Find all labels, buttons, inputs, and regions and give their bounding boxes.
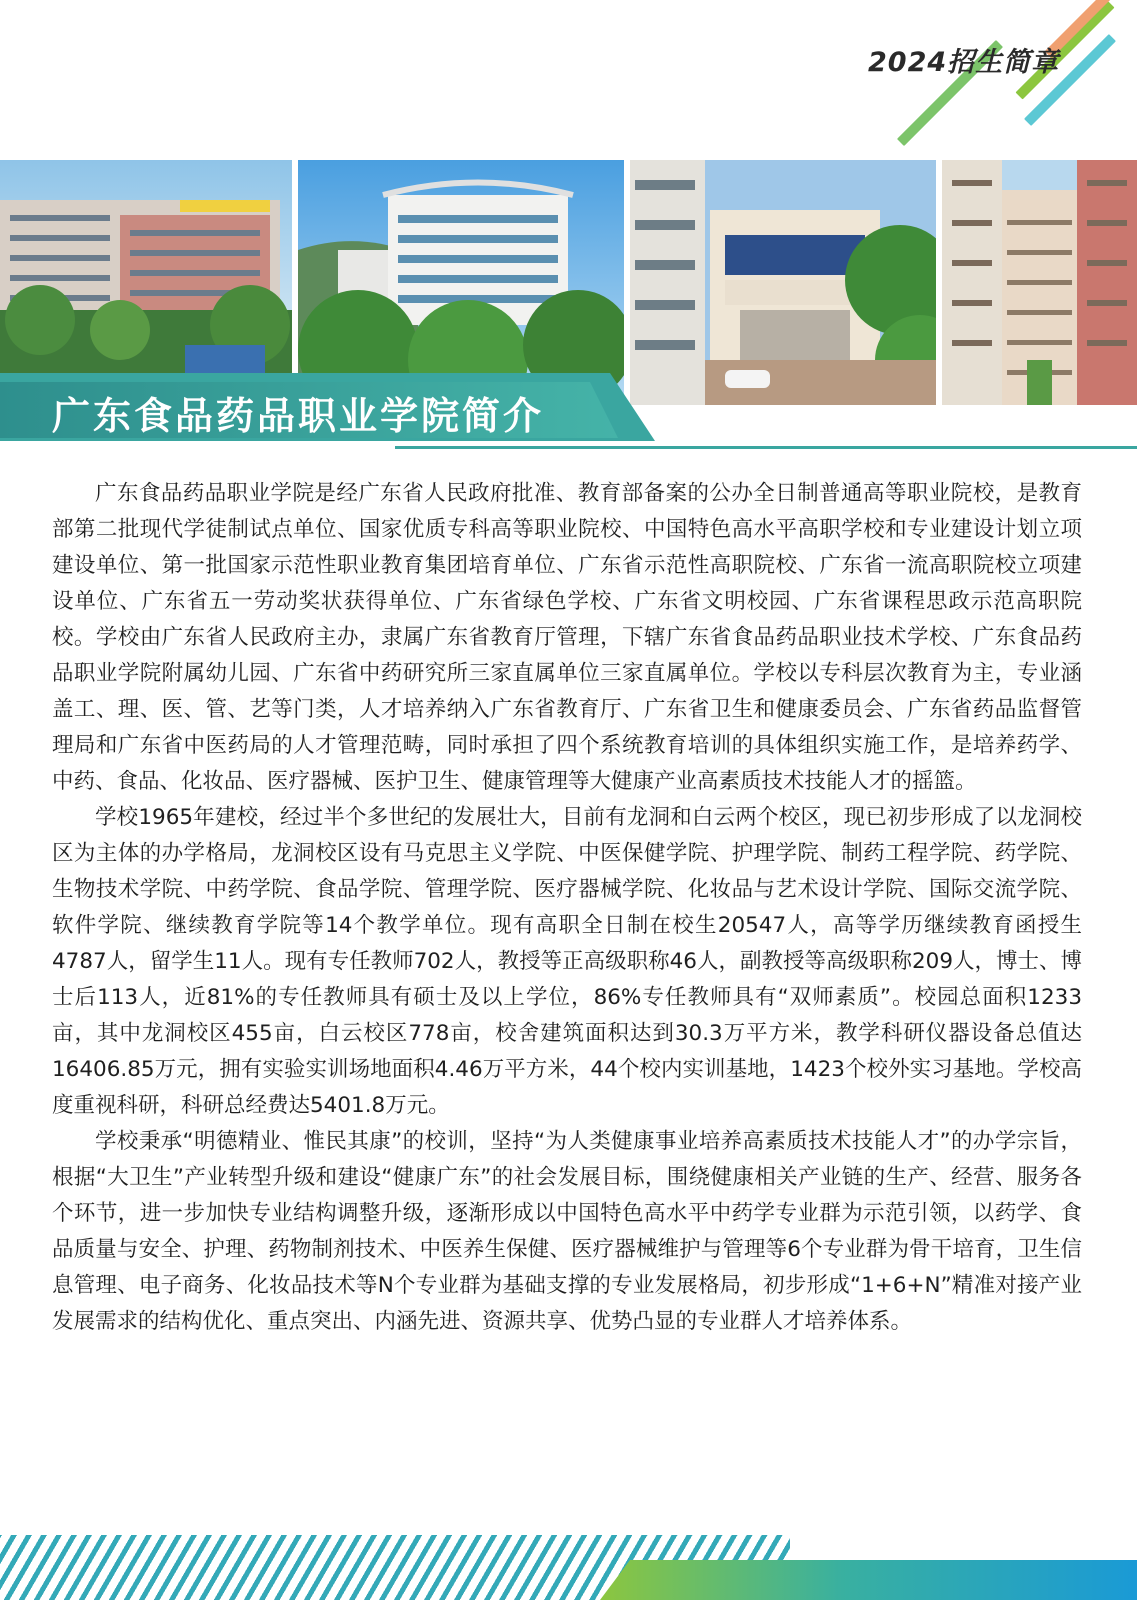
paragraph-2: 学校1965年建校，经过半个多世纪的发展壮大，目前有龙洞和白云两个校区，现已初步形成了以龙洞校区为主体的办学格局，龙洞校区设有马克思主义学院、中医保健学院、护理学院、制药工程学院、药学院、生物技术学院、中药学院、食品学院、管理学院、医疗器械学院、化妆品与艺术设计学院、国际交流学院、软件学院、继续教育学院等14个教学单位。现有高职全日制在校生20547人，高等学历继续教育函授生4787人，留学生11人。现有专任教师702人，教授等正高级职称46人，副教授等高级职称209人，博士、博士后113人，近81%的专任教师具有硕士及以上学位，86%专任教师具有“双师素质”。校园总面积1233亩，其中龙洞校区455亩，白云校区778亩，校舍建筑面积达到30.3万平方米，教学科研仪器设备总值达16406.85万元，拥有实验实训场地面积4.46万平方米，44个校内实训基地，1423个校外实习基地。学校高度重视科研，科研总经费达5401.8万元。 bbox=[52, 805, 1083, 1118]
title-underline bbox=[395, 446, 1137, 449]
campus-photo-1 bbox=[0, 160, 292, 405]
footer-gradient-band bbox=[600, 1560, 1137, 1600]
section-title: 广东食品药品职业学院简介 bbox=[52, 394, 545, 438]
campus-photo-3 bbox=[630, 160, 936, 405]
brochure-title: 2024招生简章 bbox=[868, 47, 1060, 78]
intro-text bbox=[52, 476, 1082, 1340]
campus-photo-4 bbox=[942, 160, 1137, 405]
campus-photo-2 bbox=[298, 160, 624, 405]
paragraph-3: 学校秉承“明德精业、惟民其康”的校训，坚持“为人类健康事业培养高素质技术技能人才”的办学宗旨，根据“大卫生”产业转型升级和建设“健康广东”的社会发展目标，围绕健康相关产业链的生产、经营、服务各个环节，进一步加快专业结构调整升级，逐渐形成以中国特色高水平中药学专业群为示范引领，以药学、食品质量与安全、护理、药物制剂技术、中医养生保健、医疗器械维护与管理等6个专业群为骨干培育，卫生信息管理、电子商务、化妆品技术等N个专业群为基础支撑的专业发展格局，初步形成“1+6+N”精准对接产业发展需求的结构优化、重点突出、内涵先进、资源共享、优势凸显的专业群人才培养体系。 bbox=[52, 1129, 1082, 1334]
paragraph-1: 广东食品药品职业学院是经广东省人民政府批准、教育部备案的公办全日制普通高等职业院校，是教育部第二批现代学徒制试点单位、国家优质专科高等职业院校、中国特色高水平高职学校和专业建设计划立项建设单位、第一批国家示范性职业教育集团培育单位、广东省示范性高职院校、广东省一流高职院校立项建设单位、广东省五一劳动奖状获得单位、广东省绿色学校、广东省文明校园、广东省课程思政示范高职院校。学校由广东省人民政府主办，隶属广东省教育厅管理，下辖广东省食品药品职业技术学校、广东食品药品职业学院附属幼儿园、广东省中药研究所三家直属单位三家直属单位。学校以专科层次教育为主，专业涵盖工、理、医、管、艺等门类，人才培养纳入广东省教育厅、广东省卫生和健康委员会、广东省药品监督管理局和广东省中医药局的人才管理范畴，同时承担了四个系统教育培训的具体组织实施工作，是培养药学、中药、食品、化妆品、医疗器械、医护卫生、健康管理等大健康产业高素质技术技能人才的摇篮。 bbox=[52, 481, 1082, 794]
